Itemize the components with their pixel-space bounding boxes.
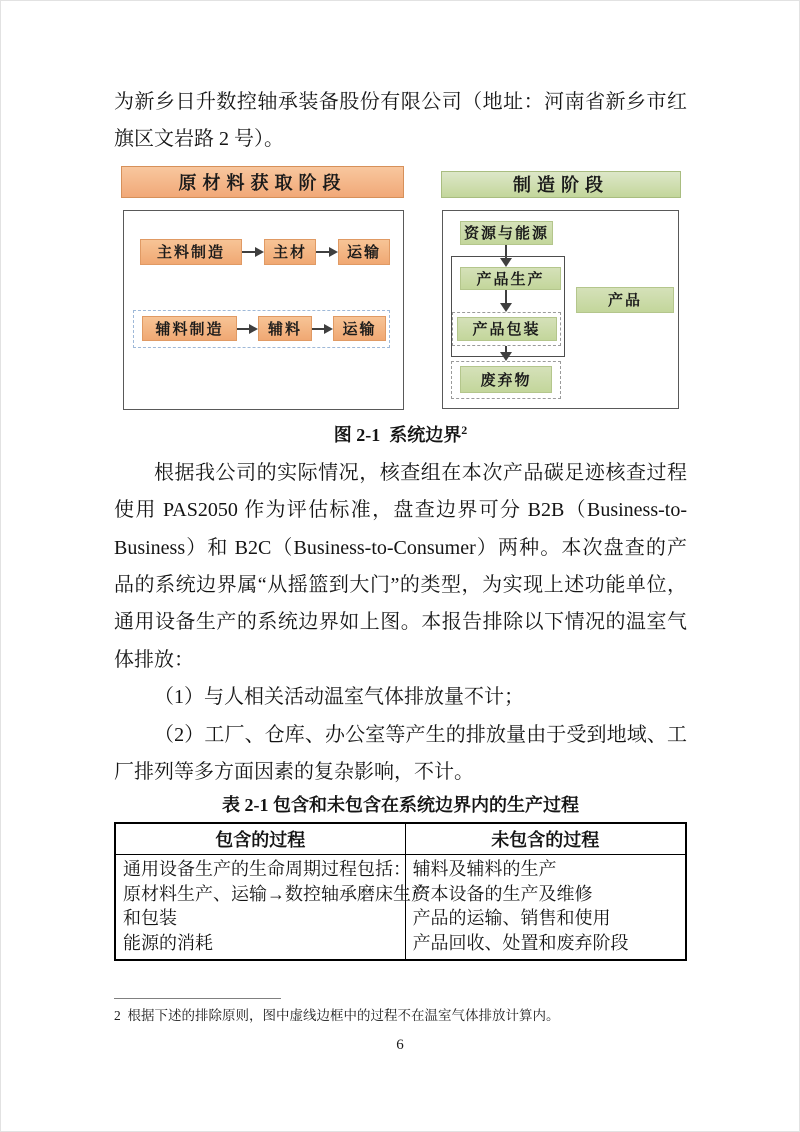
footnote-area — [114, 998, 687, 1026]
arrow-right-icon — [312, 324, 333, 334]
cell-excluded-processes — [405, 855, 686, 961]
node-transport-2: 运输 — [333, 316, 386, 341]
arrow-right-icon — [316, 247, 338, 257]
footnote-reference: 2 — [461, 422, 468, 437]
table-line: 资本设备的生产及维修 — [412, 883, 593, 904]
footnote-divider — [114, 998, 281, 999]
paragraph-company-address: 为新乡日升数控轴承装备股份有限公司（地址：河南省新乡市红旗区文岩路 2 号）。 — [114, 91, 687, 151]
paragraph-exclusion-2: （2）工厂、仓库、办公室等产生的排放量由于受到地域、工厂排列等多方面因素的复杂影响，不计。 — [114, 723, 687, 784]
page-number: 6 — [396, 1037, 404, 1053]
arrow-down-icon — [499, 290, 513, 312]
table-line: 能源的消耗 — [123, 932, 213, 953]
arrow-right-icon — [237, 324, 258, 334]
manufacturing-stage-container — [442, 210, 679, 409]
node-main-material-manufacture: 主料制造 — [140, 239, 242, 265]
node-product: 产品 — [576, 287, 674, 313]
stage-header-raw-material: 原材料获取阶段 — [121, 166, 404, 198]
paragraph-methodology: 根据我公司的实际情况，核查组在本次产品碳足迹核查过程使用 PAS2050 作为评估标准，盘查边界可分 B2B（Business-to-Business）和 B2C（Business-to-Consumer）两种。本次盘查的产品的系统边界属“从摇篮到大门”的类型，为实现上述功能单位，通用设备生产的系统边界如上图。本报告排除以下情况的温室气体排放： — [114, 461, 687, 671]
node-product-production: 产品生产 — [460, 267, 561, 290]
cell-included-processes — [115, 855, 429, 961]
node-product-packaging: 产品包装 — [457, 317, 557, 341]
figure-caption-title: 系统边界 — [389, 424, 462, 445]
stage-header-manufacturing: 制造阶段 — [441, 171, 681, 198]
table-caption: 表 2-1 包含和未包含在系统边界内的生产过程 — [222, 795, 579, 816]
node-transport-1: 运输 — [338, 239, 390, 265]
table-line: 原材料生产、运输→数控轴承磨床生产 — [123, 883, 429, 904]
paragraph-exclusion-1: （1）与人相关活动温室气体排放量不计； — [154, 686, 524, 709]
footnote-body: 根据下述的排除原则，图中虚线边框中的过程不在温室气体排放计算内。 — [127, 1008, 560, 1023]
arrow-right-icon — [242, 247, 264, 257]
node-waste: 废弃物 — [460, 366, 552, 393]
header-excluded-processes: 未包含的过程 — [405, 823, 686, 855]
header-included-processes: 包含的过程 — [115, 823, 405, 855]
table-line: 和包装 — [123, 908, 177, 929]
auxiliary-material-dashed-group — [133, 310, 390, 348]
table-line: 通用设备生产的生命周期过程包括： — [123, 859, 411, 880]
raw-material-stage-container — [123, 210, 404, 410]
node-aux-material-manufacture: 辅料制造 — [142, 316, 237, 341]
figure-caption-label: 图 2-1 — [333, 424, 381, 445]
figure-caption — [114, 421, 687, 447]
waste-dashed-group — [451, 361, 561, 399]
footnote-text — [114, 1006, 687, 1026]
boundary-process-table — [114, 822, 687, 961]
node-resources-energy: 资源与能源 — [460, 221, 553, 245]
table-line: 产品回收、处置和废弃阶段 — [412, 932, 629, 953]
system-boundary-diagram — [114, 166, 687, 412]
main-material-flow-row — [140, 239, 390, 265]
table-header-row — [115, 823, 686, 855]
table-line: 产品的运输、销售和使用 — [412, 908, 611, 929]
table-line: 辅料及辅料的生产 — [412, 859, 557, 880]
node-aux-material: 辅料 — [258, 316, 312, 341]
packaging-dashed-group — [452, 312, 561, 346]
arrow-down-icon — [499, 346, 513, 361]
node-main-material: 主材 — [264, 239, 316, 265]
table-body-row — [115, 855, 686, 961]
page-content — [114, 1, 687, 961]
footnote-marker: 2 — [114, 1008, 121, 1023]
